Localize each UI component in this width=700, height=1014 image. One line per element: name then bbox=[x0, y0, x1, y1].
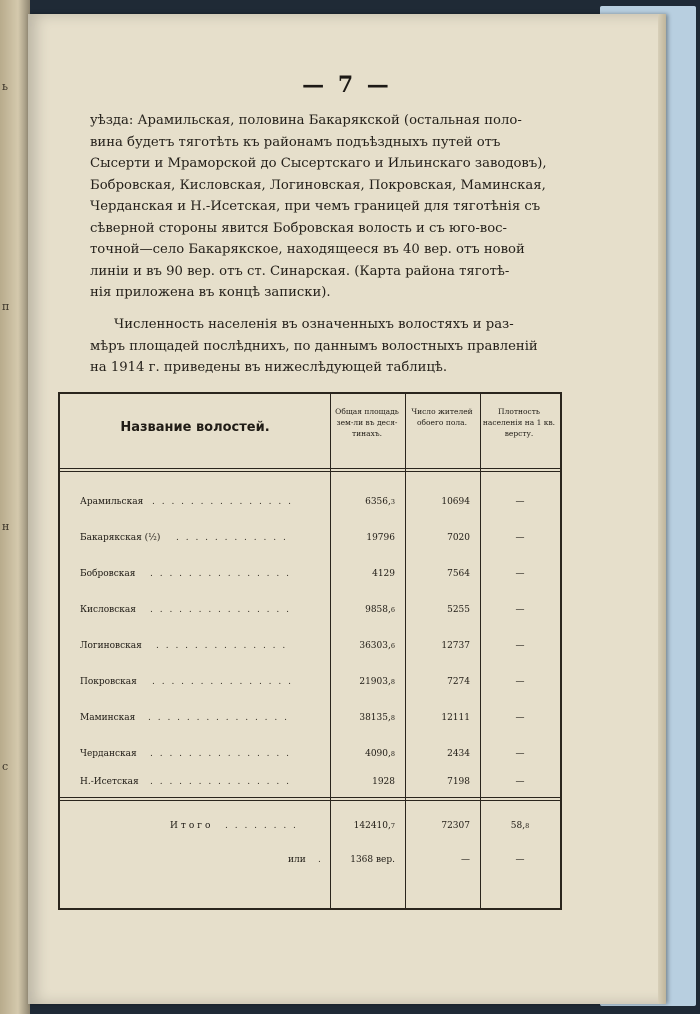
text-line: Черданская и Н.-Исетская, при чемъ границей для тяготѣнія съ bbox=[90, 199, 541, 214]
population-table bbox=[58, 392, 562, 910]
table-row bbox=[60, 746, 560, 766]
left-page-fragment: ь bbox=[2, 80, 9, 93]
text-line: мѣръ площадей послѣднихъ, по даннымъ волостныхъ правленій bbox=[90, 338, 538, 354]
row-name: Бакарякская (½) bbox=[80, 533, 161, 543]
leader-dots: . . . . . . . . . . . . . . . bbox=[150, 777, 291, 787]
row-area: 36303,6 bbox=[359, 641, 395, 651]
table-row bbox=[60, 710, 560, 730]
row-density: — bbox=[515, 749, 525, 759]
text-line: нія приложена въ концѣ записки). bbox=[90, 285, 331, 300]
table-row bbox=[60, 674, 560, 694]
row-population: 7198 bbox=[447, 777, 470, 787]
row-population: 5255 bbox=[447, 605, 470, 615]
text-line: сѣверной стороны явится Бобровская волость и съ юго-вос- bbox=[90, 220, 507, 236]
table-rule bbox=[60, 800, 560, 801]
row-density: — bbox=[515, 497, 525, 507]
leader-dots: . . . . . . . . . . . . bbox=[176, 533, 288, 543]
left-page-fragment: с bbox=[2, 760, 10, 773]
leader-dots: . . . . . . . . . . . . . . . bbox=[150, 749, 291, 759]
leader-dots: . . . . . . . . bbox=[225, 821, 298, 831]
leader-dots: . . . . . . . . . . . . . . . bbox=[148, 713, 289, 723]
row-population: 7564 bbox=[447, 569, 470, 579]
alt-total-population: — bbox=[461, 855, 470, 865]
alt-total-area: 1368 вер. bbox=[350, 855, 395, 865]
row-density: — bbox=[515, 569, 525, 579]
book-page bbox=[28, 14, 666, 1004]
row-population: 7020 bbox=[447, 533, 470, 543]
total-population: 72307 bbox=[441, 821, 470, 831]
page-number: — 7 — bbox=[302, 72, 392, 98]
row-area: 4090,8 bbox=[365, 749, 395, 759]
row-area: 6356,3 bbox=[365, 497, 395, 507]
text-line: Сысерти и Мраморской до Сысертскаго и Ильинскаго заводовъ), bbox=[90, 156, 547, 171]
page-edge bbox=[658, 14, 666, 1004]
table-row bbox=[60, 494, 560, 514]
row-population: 2434 bbox=[447, 749, 470, 759]
row-name: Кисловская bbox=[80, 605, 136, 615]
row-area: 9858,6 bbox=[365, 605, 395, 615]
total-density: 58,8 bbox=[510, 821, 530, 831]
row-density: — bbox=[515, 713, 525, 723]
row-density: — bbox=[515, 677, 525, 687]
table-row bbox=[60, 602, 560, 622]
row-area: 21903,8 bbox=[359, 677, 395, 687]
header-population: Число жителей обоего пола. bbox=[411, 407, 473, 427]
row-density: — bbox=[515, 777, 525, 787]
leader-dots: . bbox=[318, 855, 323, 865]
text-line: вина будетъ тяготѣть къ районамъ подъѣздныхъ путей отъ bbox=[90, 134, 501, 150]
left-page-fragment: п bbox=[2, 300, 11, 313]
paragraph-1 bbox=[90, 110, 590, 304]
row-density: — bbox=[515, 605, 525, 615]
row-name: Арамильская bbox=[80, 497, 144, 507]
row-name: Логиновская bbox=[80, 641, 142, 651]
row-density: — bbox=[515, 641, 525, 651]
row-name: Маминская bbox=[80, 713, 136, 723]
leader-dots: . . . . . . . . . . . . . . . bbox=[150, 605, 291, 615]
row-area: 4129 bbox=[372, 569, 395, 579]
text-line: линіи и въ 90 вер. отъ ст. Синарская. (Карта района тяготѣ- bbox=[90, 263, 510, 279]
text-line: Бобровская, Кисловская, Логиновская, Покровская, Маминская, bbox=[90, 177, 546, 193]
total-area: 142410,7 bbox=[353, 821, 395, 831]
row-population: 10694 bbox=[441, 497, 470, 507]
table-row bbox=[60, 638, 560, 658]
row-name: Н.-Исетская bbox=[80, 777, 139, 787]
text-line: точной—село Бакарякское, находящееся въ 40 вер. отъ новой bbox=[90, 242, 525, 257]
row-name: Бобровская bbox=[80, 569, 136, 579]
total-row bbox=[60, 818, 560, 838]
alt-total-label: или bbox=[288, 855, 306, 865]
alt-total-density: — bbox=[515, 855, 525, 865]
row-name: Покровская bbox=[80, 677, 137, 687]
table-row bbox=[60, 774, 560, 794]
row-population: 12737 bbox=[441, 641, 470, 651]
header-density: Плотность населенія на 1 кв. версту. bbox=[482, 407, 556, 438]
alt-total-row bbox=[60, 852, 560, 872]
table-rule bbox=[60, 468, 560, 469]
table-rule bbox=[60, 797, 560, 798]
header-name: Название волостей. bbox=[120, 420, 270, 435]
row-area: 1928 bbox=[372, 777, 395, 787]
row-density: — bbox=[515, 533, 525, 543]
paragraph-2 bbox=[90, 314, 590, 379]
text-line: на 1914 г. приведены въ нижеслѣдующей таблицѣ. bbox=[90, 360, 448, 375]
row-area: 38135,8 bbox=[359, 713, 395, 723]
leader-dots: . . . . . . . . . . . . . . bbox=[156, 641, 288, 651]
text-line: уѣзда: Арамильская, половина Бакарякской (остальная поло- bbox=[90, 113, 522, 128]
table-row bbox=[60, 530, 560, 550]
leader-dots: . . . . . . . . . . . . . . . bbox=[152, 677, 293, 687]
row-name: Черданская bbox=[80, 749, 137, 759]
header-area: Общая площадь зем-ли въ деся-тинахъ. bbox=[335, 407, 399, 438]
row-population: 7274 bbox=[447, 677, 470, 687]
table-rule bbox=[60, 471, 560, 472]
leader-dots: . . . . . . . . . . . . . . . bbox=[152, 497, 293, 507]
table-row bbox=[60, 566, 560, 586]
leader-dots: . . . . . . . . . . . . . . . bbox=[150, 569, 291, 579]
total-label: Итого bbox=[170, 821, 214, 831]
text-line: Численность населенія въ означенныхъ волостяхъ и раз- bbox=[114, 317, 514, 332]
row-area: 19796 bbox=[366, 533, 395, 543]
left-page-edge bbox=[0, 0, 30, 1014]
row-population: 12111 bbox=[441, 713, 470, 723]
left-page-fragment: н bbox=[2, 520, 11, 533]
